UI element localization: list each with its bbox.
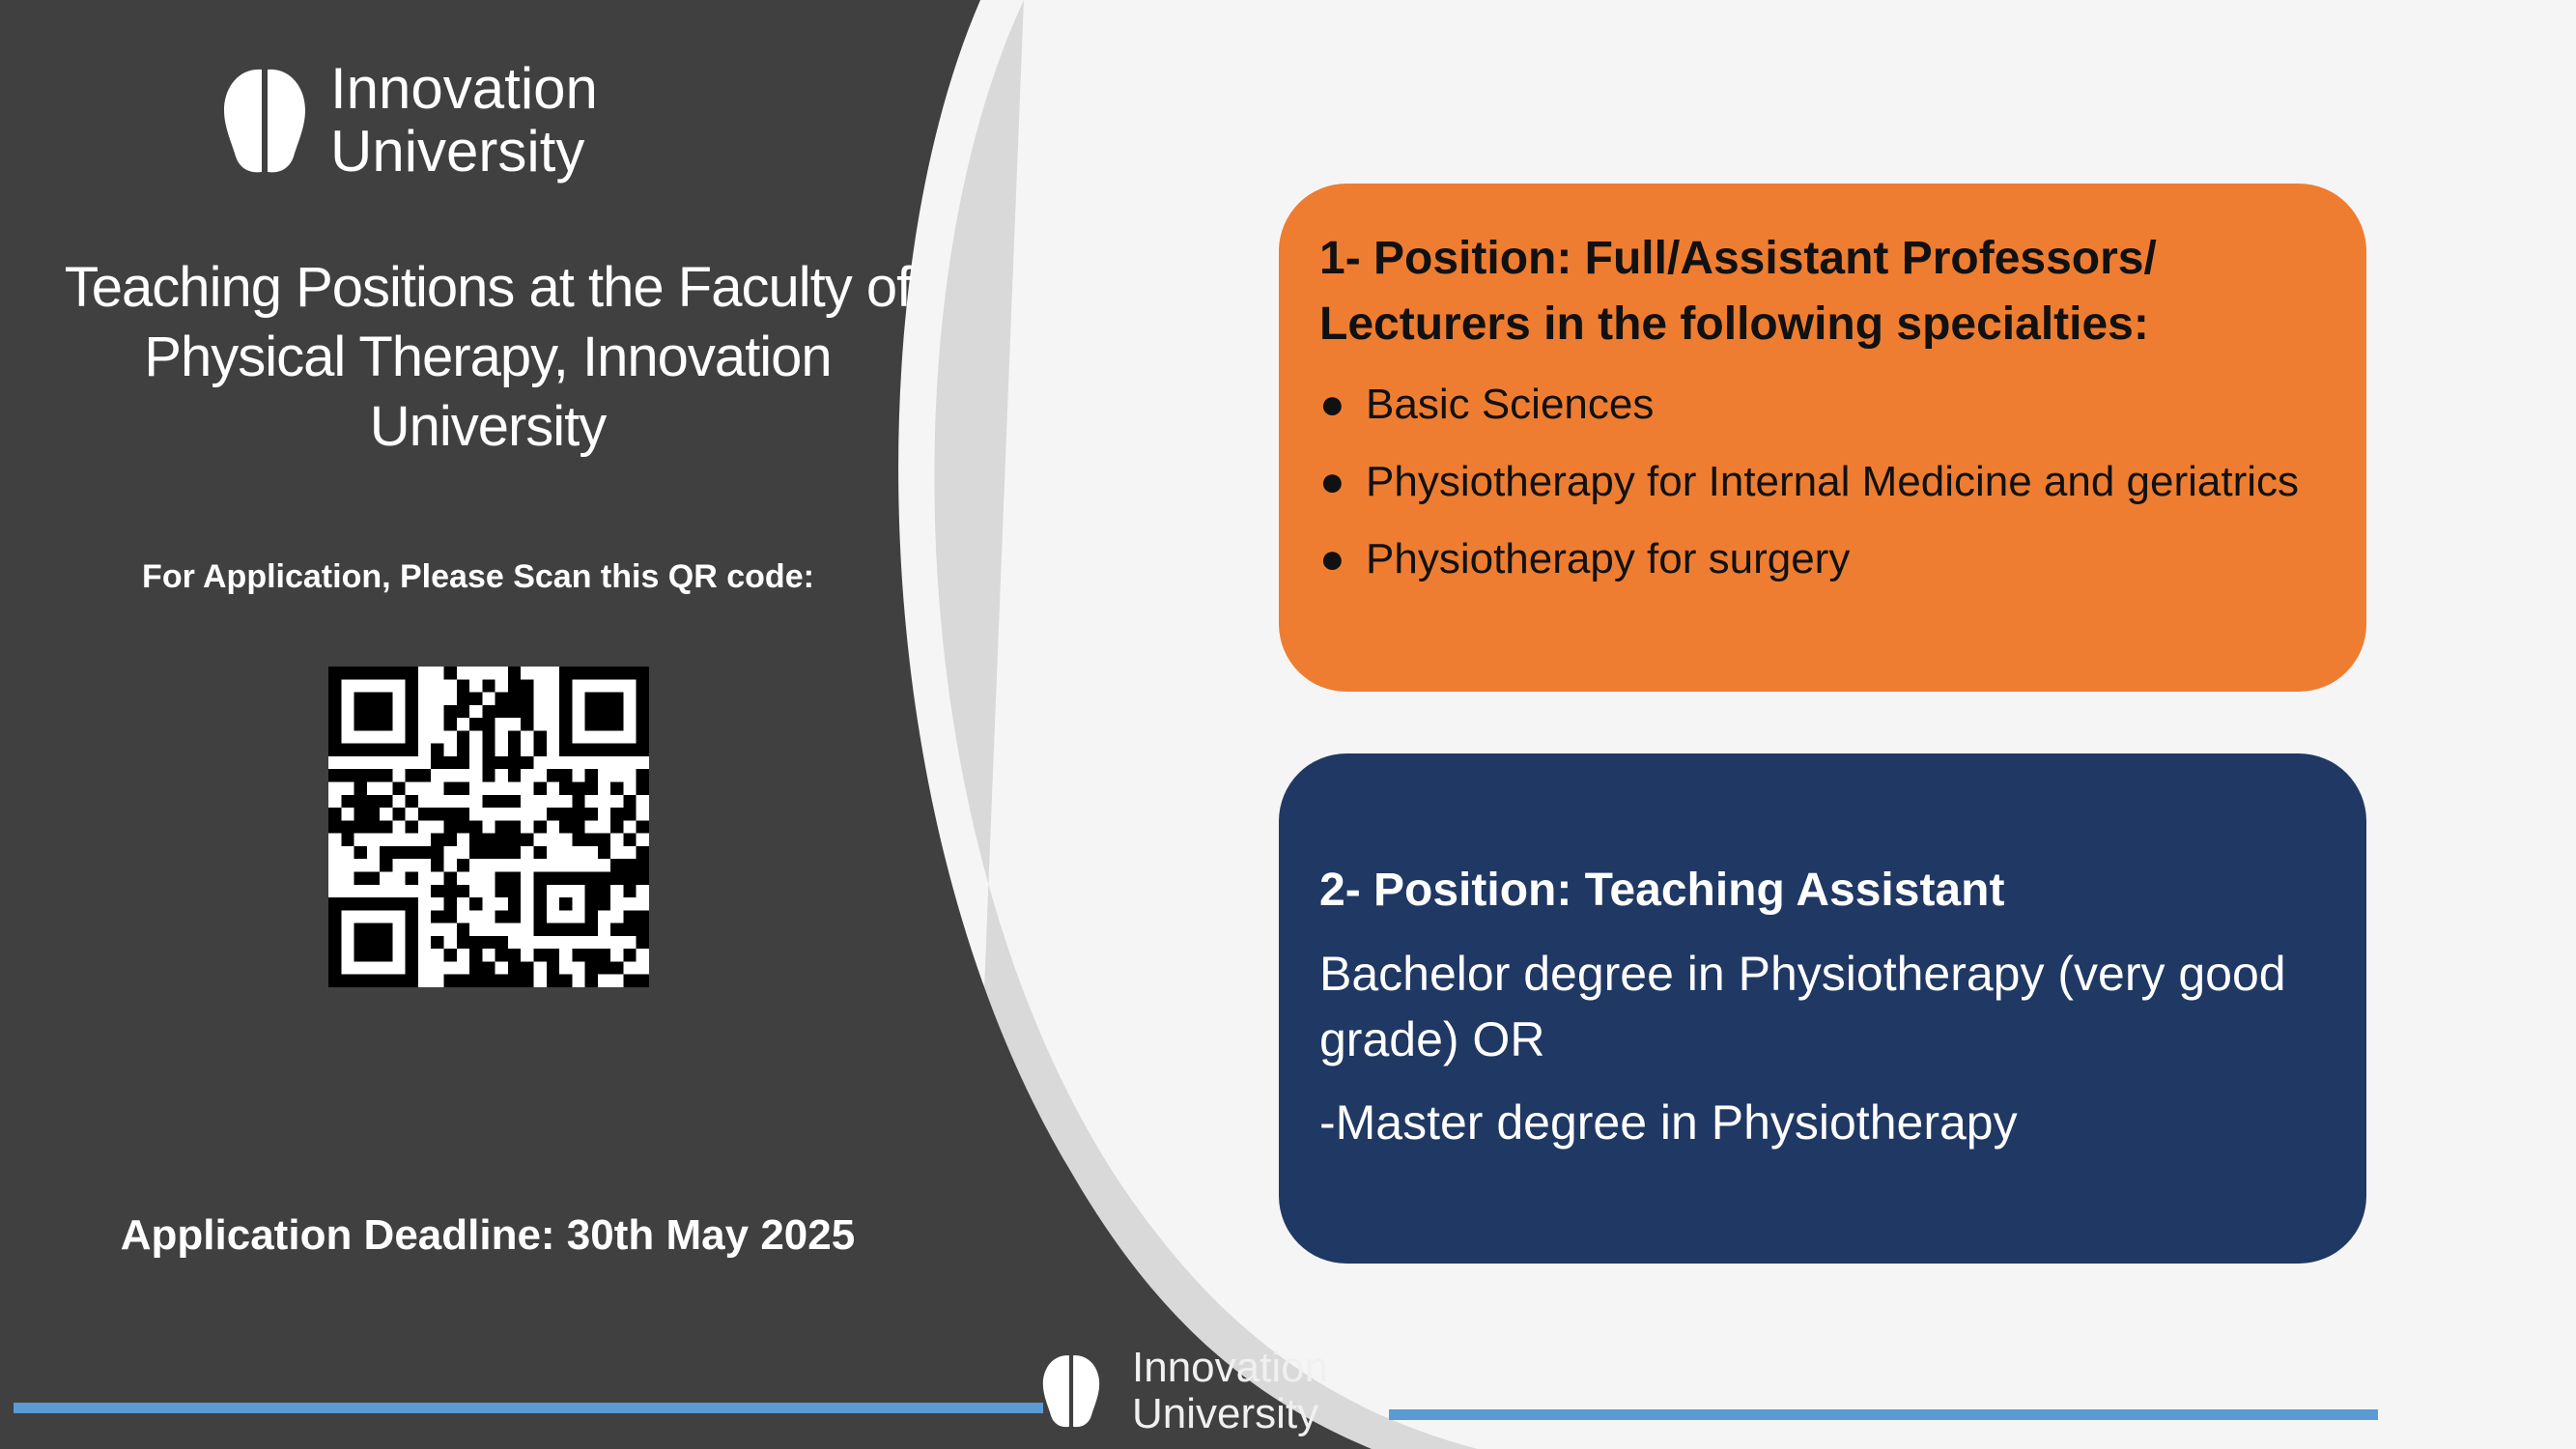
requirement-master: -Master degree in Physiotherapy xyxy=(1319,1095,2018,1150)
position-2-title: 2- Position: Teaching Assistant xyxy=(1319,865,2005,916)
specialty-basic-sciences: Basic Sciences xyxy=(1366,381,1655,428)
specialty-surgery: Physiotherapy for surgery xyxy=(1366,535,1851,582)
brain-icon xyxy=(1032,1351,1111,1431)
qr-instruction: For Application, Please Scan this QR code: xyxy=(142,558,814,595)
requirement-bachelor: Bachelor degree in Physiotherapy (very good grade) OR xyxy=(1319,947,2286,1066)
bullet-icon: ● xyxy=(1319,458,1345,505)
footer-logo-line-2: University xyxy=(1132,1389,1319,1437)
accent-line-right xyxy=(1389,1409,2378,1420)
page-title: Teaching Positions at the Faculty of Physical Therapy, Innovation University xyxy=(64,256,912,458)
logo-line-1: Innovation xyxy=(330,56,598,121)
list-item xyxy=(1319,375,2328,435)
bullet-icon: ● xyxy=(1319,535,1345,582)
specialty-internal-medicine: Physiotherapy for Internal Medicine and geriatrics xyxy=(1366,458,2300,505)
position-1-card xyxy=(1279,184,2366,692)
accent-line-left xyxy=(14,1403,1043,1413)
application-deadline: Application Deadline: 30th May 2025 xyxy=(120,1211,856,1259)
university-logo xyxy=(220,58,598,184)
qr-code-icon xyxy=(328,667,649,987)
bullet-icon: ● xyxy=(1319,381,1345,428)
logo-line-2: University xyxy=(330,118,585,184)
position-1-title: 1- Position: Full/Assistant Professors/ Lecturers in the following specialties: xyxy=(1319,233,2157,350)
footer-logo xyxy=(1032,1345,1328,1436)
position-2-card xyxy=(1279,753,2366,1264)
list-item xyxy=(1319,452,2328,512)
list-item xyxy=(1319,529,2328,589)
footer-logo-line-1: Innovation xyxy=(1132,1344,1329,1391)
brain-icon xyxy=(220,64,309,178)
